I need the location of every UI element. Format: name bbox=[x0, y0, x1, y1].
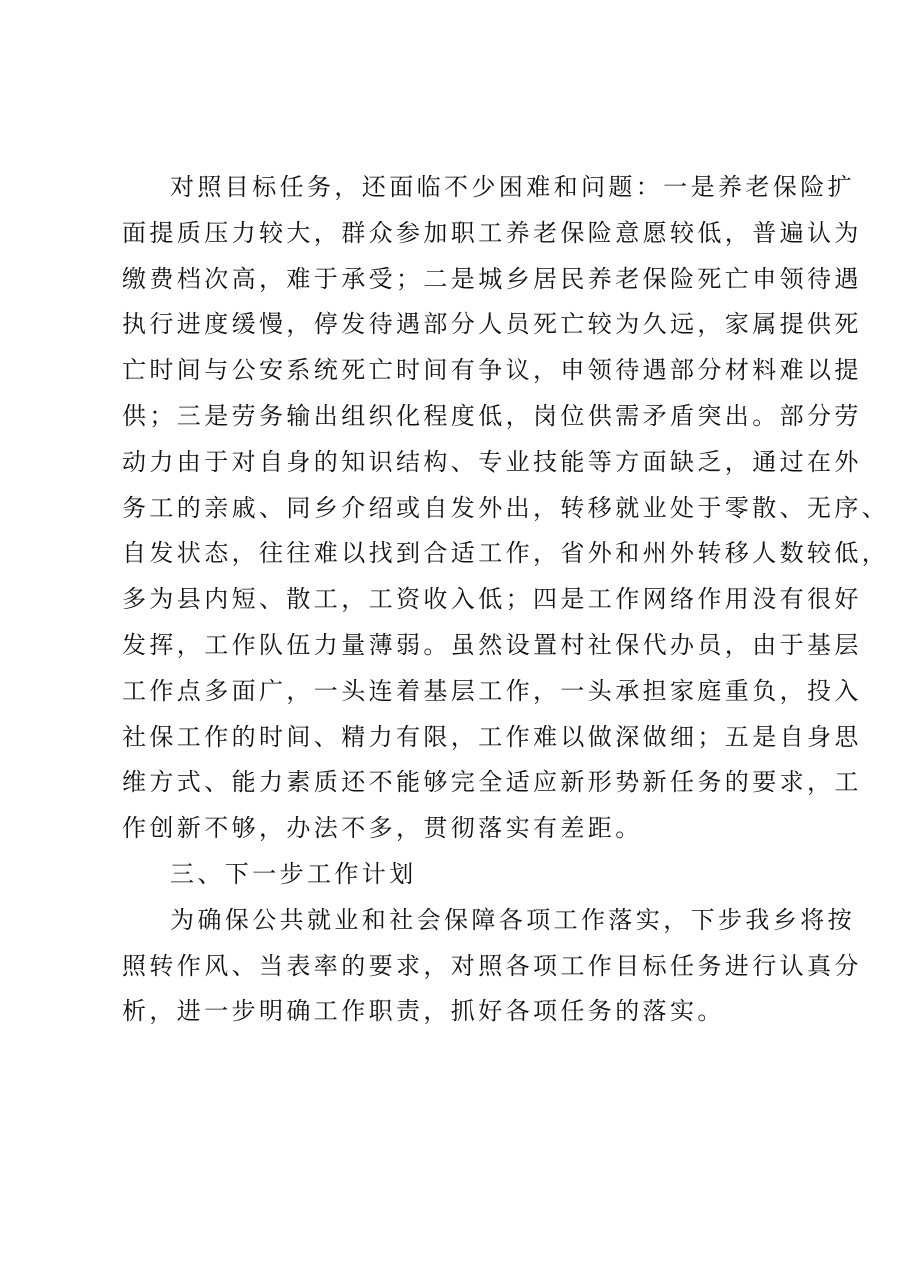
text-line: 缴费档次高，难于承受；二是城乡居民养老保险死亡申领待遇 bbox=[122, 264, 862, 293]
text-line: 工作点多面广，一头连着基层工作，一头承担家庭重负，投入 bbox=[122, 676, 862, 705]
text-line: 照转作风、当表率的要求，对照各项工作目标任务进行认真分 bbox=[122, 951, 862, 980]
text-line: 自发状态，往往难以找到合适工作，省外和州外转移人数较低， bbox=[122, 539, 890, 568]
text-line: 析，进一步明确工作职责，抓好各项任务的落实。 bbox=[122, 997, 725, 1026]
text-line: 多为县内短、散工，工资收入低；四是工作网络作用没有很好 bbox=[122, 585, 862, 614]
text-line: 执行进度缓慢，停发待遇部分人员死亡较为久远，家属提供死 bbox=[122, 310, 862, 339]
text-line: 维方式、能力素质还不能够完全适应新形势新任务的要求，工 bbox=[122, 768, 862, 797]
text-line: 面提质压力较大，群众参加职工养老保险意愿较低，普遍认为 bbox=[122, 218, 862, 247]
text-line: 供；三是劳务输出组织化程度低，岗位供需矛盾突出。部分劳 bbox=[122, 401, 862, 430]
text-line: 动力由于对自身的知识结构、专业技能等方面缺乏，通过在外 bbox=[122, 447, 862, 476]
section-heading-next-steps bbox=[122, 852, 782, 898]
text-line: 社保工作的时间、精力有限，工作难以做深做细；五是自身思 bbox=[122, 722, 862, 751]
paragraph-plan bbox=[122, 898, 862, 1035]
text-line: 为确保公共就业和社会保障各项工作落实，下步我乡将按 bbox=[170, 905, 855, 934]
text-line: 对照目标任务，还面临不少困难和问题：一是养老保险扩 bbox=[170, 173, 855, 201]
text-line: 发挥，工作队伍力量薄弱。虽然设置村社保代办员，由于基层 bbox=[122, 630, 862, 659]
text-line: 亡时间与公安系统死亡时间有争议，申领待遇部分材料难以提 bbox=[122, 356, 862, 385]
paragraph-difficulties bbox=[122, 165, 890, 852]
document-body bbox=[122, 165, 890, 1035]
section-heading: 三、下一步工作计划 bbox=[170, 859, 417, 888]
text-line: 务工的亲戚、同乡介绍或自发外出，转移就业处于零散、无序、 bbox=[122, 493, 890, 522]
text-line: 作创新不够，办法不多，贯彻落实有差距。 bbox=[122, 814, 643, 843]
